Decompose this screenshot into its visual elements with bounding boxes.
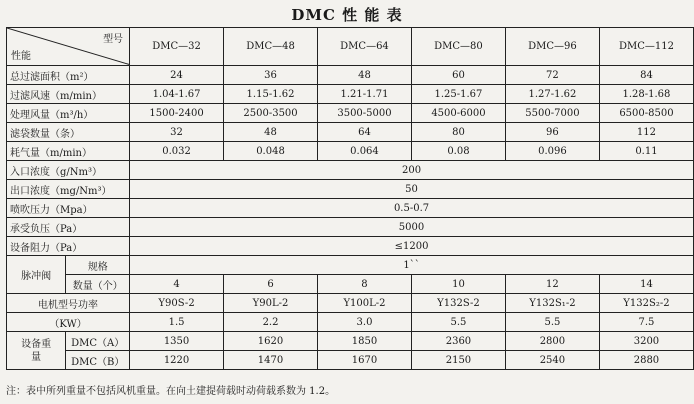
table-cell: Y132S₂-2 xyxy=(599,294,693,313)
header-row xyxy=(7,28,694,66)
table-cell: Y90S-2 xyxy=(130,294,224,313)
row-label: 设备阻力（Pa） xyxy=(7,237,130,256)
merged-cell: 50 xyxy=(130,180,694,199)
table-cell: 1.27-1.62 xyxy=(505,85,599,104)
table-cell: 2150 xyxy=(411,351,505,370)
row-label: 承受负压（Pa） xyxy=(7,218,130,237)
row-label: 总过滤面积（m²） xyxy=(7,66,130,85)
row-label: 喷吹压力（Mpa） xyxy=(7,199,130,218)
table-cell: 1220 xyxy=(130,351,224,370)
table-cell: 3200 xyxy=(599,332,693,351)
row-label: 耗气量（m/min） xyxy=(7,142,130,161)
model-header: DMC—112 xyxy=(599,28,693,66)
table-cell: 2500-3500 xyxy=(224,104,318,123)
table-cell: 1350 xyxy=(130,332,224,351)
table-cell: 0.096 xyxy=(505,142,599,161)
pulse-valve-label: 脉冲阀 xyxy=(7,256,66,294)
table-cell: 32 xyxy=(130,123,224,142)
table-cell: 0.08 xyxy=(411,142,505,161)
table-cell: Y90L-2 xyxy=(224,294,318,313)
row-label: 滤袋数量（条） xyxy=(7,123,130,142)
table-cell: 7.5 xyxy=(599,313,693,332)
table-cell: Y132S₁-2 xyxy=(505,294,599,313)
table-cell: 1.15-1.62 xyxy=(224,85,318,104)
table-cell: 1620 xyxy=(224,332,318,351)
table-row xyxy=(7,218,694,237)
row-label: 入口浓度（g/Nm³） xyxy=(7,161,130,180)
table-cell: 0.064 xyxy=(318,142,412,161)
merged-cell: 5000 xyxy=(130,218,694,237)
table-cell: 5.5 xyxy=(411,313,505,332)
corner-performance-label: 性能 xyxy=(11,51,31,62)
row-label: 过滤风速（m/min） xyxy=(7,85,130,104)
row-label: （KW） xyxy=(7,313,130,332)
table-cell: 24 xyxy=(130,66,224,85)
table-cell: 1.04-1.67 xyxy=(130,85,224,104)
table-row xyxy=(7,180,694,199)
table-cell: 1670 xyxy=(318,351,412,370)
model-header: DMC—64 xyxy=(318,28,412,66)
table-cell: 1850 xyxy=(318,332,412,351)
model-header: DMC—48 xyxy=(224,28,318,66)
spec-label: 规格 xyxy=(66,256,130,275)
table-row xyxy=(7,123,694,142)
table-cell: 2360 xyxy=(411,332,505,351)
row-label: 出口浓度（mg/Nm³） xyxy=(7,180,130,199)
page-title: DMC 性 能 表 xyxy=(291,6,403,24)
table-cell: 6 xyxy=(224,275,318,294)
table-cell: 0.048 xyxy=(224,142,318,161)
row-label: 处理风量（m³/h） xyxy=(7,104,130,123)
table-cell: 1470 xyxy=(224,351,318,370)
table-cell: 2540 xyxy=(505,351,599,370)
table-row xyxy=(7,66,694,85)
table-row xyxy=(7,161,694,180)
table-cell: 6500-8500 xyxy=(599,104,693,123)
table-cell: 3.0 xyxy=(318,313,412,332)
merged-cell: 0.5-0.7 xyxy=(130,199,694,218)
model-header: DMC—32 xyxy=(130,28,224,66)
table-cell: 72 xyxy=(505,66,599,85)
table-cell: 80 xyxy=(411,123,505,142)
table-cell: 4500-6000 xyxy=(411,104,505,123)
weight-label: 设备重量 xyxy=(7,332,66,370)
table-cell: 3500-5000 xyxy=(318,104,412,123)
table-row xyxy=(7,351,694,370)
table-row xyxy=(7,275,694,294)
count-label: 数量（个） xyxy=(66,275,130,294)
table-row xyxy=(7,332,694,351)
table-cell: 1.28-1.68 xyxy=(599,85,693,104)
table-cell: 14 xyxy=(599,275,693,294)
merged-cell: 200 xyxy=(130,161,694,180)
table-cell: 0.11 xyxy=(599,142,693,161)
table-row xyxy=(7,104,694,123)
model-header: DMC—96 xyxy=(505,28,599,66)
table-row xyxy=(7,199,694,218)
table-row xyxy=(7,237,694,256)
table-cell: 5.5 xyxy=(505,313,599,332)
table-row xyxy=(7,142,694,161)
table-cell: 1.21-1.71 xyxy=(318,85,412,104)
row-label: 电机型号功率 xyxy=(7,294,130,313)
table-cell: 2800 xyxy=(505,332,599,351)
footnote: 注：表中所列重量不包括风机重量。在向土建提荷载时动荷载系数为 1.2。 xyxy=(6,386,336,397)
table-cell: 48 xyxy=(224,123,318,142)
table-cell: 2.2 xyxy=(224,313,318,332)
table-cell: 36 xyxy=(224,66,318,85)
table-cell: Y100L-2 xyxy=(318,294,412,313)
merged-cell: 1`` xyxy=(130,256,694,275)
table-cell: 10 xyxy=(411,275,505,294)
table-cell: 0.032 xyxy=(130,142,224,161)
table-cell: 96 xyxy=(505,123,599,142)
row-label: DMC（B） xyxy=(66,351,130,370)
table-cell: 60 xyxy=(411,66,505,85)
table-cell: 1.5 xyxy=(130,313,224,332)
table-cell: 8 xyxy=(318,275,412,294)
table-cell: 1.25-1.67 xyxy=(411,85,505,104)
table-cell: 12 xyxy=(505,275,599,294)
table-row xyxy=(7,85,694,104)
corner-model-label: 型号 xyxy=(103,34,124,45)
table-row xyxy=(7,294,694,313)
merged-cell: ≤1200 xyxy=(130,237,694,256)
table-cell: 48 xyxy=(318,66,412,85)
table-cell: 112 xyxy=(599,123,693,142)
table-cell: 84 xyxy=(599,66,693,85)
table-cell: 64 xyxy=(318,123,412,142)
row-label: DMC（A） xyxy=(66,332,130,351)
header-corner-cell xyxy=(7,28,130,66)
table-cell: 5500-7000 xyxy=(505,104,599,123)
table-cell: Y132S-2 xyxy=(411,294,505,313)
model-header: DMC—80 xyxy=(411,28,505,66)
table-cell: 1500-2400 xyxy=(130,104,224,123)
table-row xyxy=(7,313,694,332)
table-row xyxy=(7,256,694,275)
table-cell: 4 xyxy=(130,275,224,294)
performance-table xyxy=(6,27,694,370)
table-cell: 2880 xyxy=(599,351,693,370)
